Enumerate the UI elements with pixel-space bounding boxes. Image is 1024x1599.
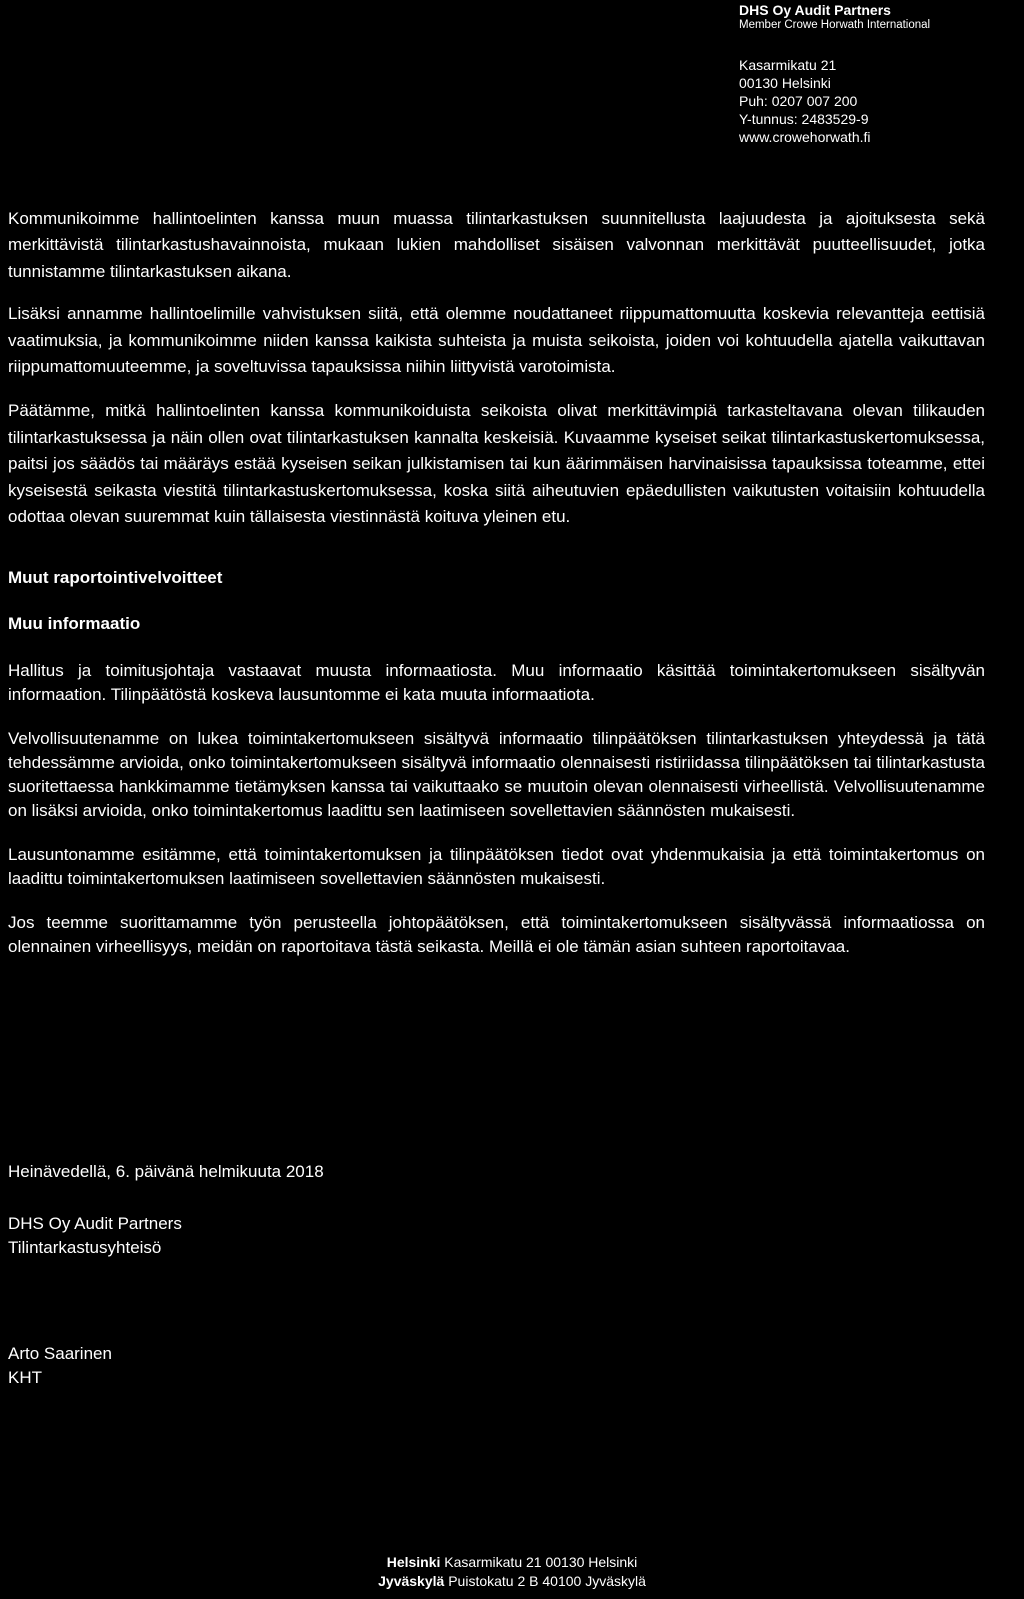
paragraph-opinion: Lausuntonamme esitämme, että toimintakertomuksen ja tilinpäätöksen tiedot ovat yhdenmukaisia ja että toimintakertomus on laadittu toimintakertomuksen laatimiseen sovellettavien säännösten mukaisesti. bbox=[8, 845, 985, 889]
footer-address-helsinki: Kasarmikatu 21 00130 Helsinki bbox=[444, 1554, 638, 1570]
paragraph-misstatement: Jos teemme suorittamamme työn perusteella johtopäätöksen, että toimintakertomukseen sisältyvässä informaatiossa on olennainen virheellisyys, meidän on raportoitava tästä seikasta. Meillä ei ole tämän asian suhteen raportoitavaa. bbox=[8, 913, 985, 957]
page-footer bbox=[0, 1553, 1024, 1591]
paragraph-key-matters: Päätämme, mitkä hallintoelinten kanssa kommunikoiduista seikoista olivat merkittävimpiä tarkasteltavana olevan tilikauden tilintarkastuksessa ja näin ollen ovat tilintarkastuksen kannalta keskeisiä. Kuvaamme kyseiset seikat tilintarkastuskertomuksessa, paitsi jos säädös tai määräys estää kyseisen seikan julkistamisen tai kun äärimmäisen harvinaisissa tapauksissa toteamme, ettei kyseisestä seikasta viestitä tilintarkastuskertomuksessa, koska siitä aiheutuvien epäedullisten vaikutusten voitaisiin kohtuudella odottaa olevan suuremmat kuin tällaisesta viestinnästä koituva yleinen etu. bbox=[8, 401, 985, 527]
paragraph-independence: Lisäksi annamme hallintoelimille vahvistuksen siitä, että olemme noudattaneet riippumattomuutta koskevia relevantteja eettisiä vaatimuksia, ja kommunikoimme niiden kanssa kaikista suhteista ja muista seikoista, joiden voi kohtuudella ajatella vaikuttavan riippumattomuuteemme, ja soveltuvissa tapauksissa niihin liittyvistä varotoimista. bbox=[8, 304, 985, 377]
signature-firm-block bbox=[8, 1212, 182, 1260]
letterhead bbox=[739, 2, 1021, 146]
letterhead-address bbox=[739, 56, 1021, 146]
letterhead-member: Member Crowe Horwath International bbox=[739, 19, 931, 31]
footer-address-jyvaskyla: Puistokatu 2 B 40100 Jyväskylä bbox=[448, 1573, 646, 1589]
paragraph-responsibility: Hallitus ja toimitusjohtaja vastaavat muusta informaatiosta. Muu informaatio käsittää toimintakertomukseen sisältyvän informaation. Tilinpäätöstä koskeva lausuntomme ei kata muuta informaatiota. bbox=[8, 661, 985, 705]
signature-firm: DHS Oy Audit Partners bbox=[8, 1214, 182, 1233]
signature-auditor-block bbox=[8, 1342, 112, 1390]
paragraph-duty: Velvollisuutenamme on lukea toimintakertomukseen sisältyvä informaatio tilinpäätöksen tilintarkastuksen yhteydessä ja tätä tehdessämme arvioida, onko toimintakertomukseen sisältyvä informaatio olennaisesti ristiriidassa tilinpäätöksen tai tilintarkastusta suoritettaessa hankkimamme tietämyksen kanssa tai vaikuttaako se muutoin olevan olennaisesti virheellistä. Velvollisuutenamme on lisäksi arvioida, onko toimintakertomus laadittu sen laatimiseen sovellettavien säännösten mukaisesti. bbox=[8, 729, 985, 821]
signature-firm-type: Tilintarkastusyhteisö bbox=[8, 1238, 162, 1257]
report-body bbox=[8, 206, 985, 959]
footer-city-jyvaskyla: Jyväskylä bbox=[378, 1573, 445, 1589]
signature-name: Arto Saarinen bbox=[8, 1344, 112, 1363]
footer-office-jyvaskyla bbox=[0, 1572, 1024, 1591]
signature-place-date: Heinävedellä, 6. päivänä helmikuuta 2018 bbox=[8, 1162, 324, 1181]
footer-city-helsinki: Helsinki bbox=[386, 1554, 441, 1570]
address-postal: 00130 Helsinki bbox=[739, 75, 831, 91]
address-website: www.crowehorwath.fi bbox=[739, 129, 871, 145]
heading-other-information: Muu informaatio bbox=[8, 614, 141, 634]
signature-title: KHT bbox=[8, 1368, 42, 1387]
address-phone: Puh: 0207 007 200 bbox=[739, 93, 858, 109]
letterhead-company: DHS Oy Audit Partners bbox=[739, 2, 891, 18]
paragraph-communication: Kommunikoimme hallintoelinten kanssa muun muassa tilintarkastuksen suunnitellusta laajuudesta ja ajoituksesta sekä merkittävistä tilintarkastushavainnoista, mukaan lukien mahdolliset sisäisen valvonnan merkittävät puutteellisuudet, jotka tunnistamme tilintarkastuksen aikana. bbox=[8, 209, 985, 281]
address-street: Kasarmikatu 21 bbox=[739, 57, 837, 73]
address-business-id: Y-tunnus: 2483529-9 bbox=[739, 111, 869, 127]
heading-other-reporting: Muut raportointivelvoitteet bbox=[8, 568, 223, 588]
footer-office-helsinki bbox=[0, 1553, 1024, 1572]
